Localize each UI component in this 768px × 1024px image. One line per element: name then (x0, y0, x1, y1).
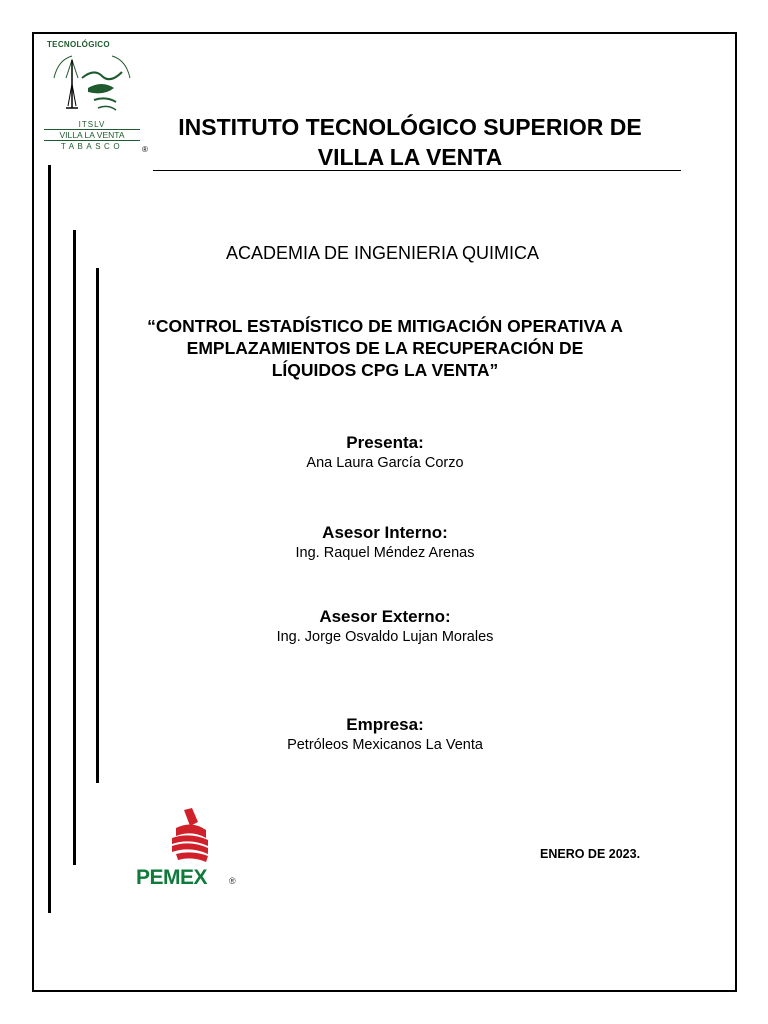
asesor-externo-value: Ing. Jorge Osvaldo Lujan Morales (276, 629, 494, 645)
empresa-value: Petróleos Mexicanos La Venta (287, 737, 483, 753)
title-line-3: LÍQUIDOS CPG LA VENTA” (271, 360, 499, 380)
asesor-interno-section (150, 523, 620, 561)
project-title (100, 315, 670, 381)
institute-name (150, 112, 670, 172)
logo-code: ITSLV (78, 120, 106, 129)
empresa-label: Empresa: (346, 715, 424, 734)
pemex-reg-mark: ® (229, 876, 236, 886)
logo-top-text: TECNOLÓGICO (47, 40, 110, 49)
pemex-logo (136, 808, 246, 890)
logo-state: TABASCO (60, 142, 124, 151)
title-line-1: “CONTROL ESTADÍSTICO DE MITIGACIÓN OPERATIVA A (147, 316, 623, 336)
decor-line-inner (96, 268, 99, 783)
asesor-externo-label: Asesor Externo: (319, 607, 451, 626)
document-date: ENERO DE 2023. (540, 847, 641, 861)
itslv-seal-icon (44, 48, 144, 120)
presenta-value: Ana Laura García Corzo (306, 455, 464, 471)
institute-line-1: INSTITUTO TECNOLÓGICO SUPERIOR DE (178, 114, 642, 140)
itslv-logo (44, 38, 146, 156)
logo-reg-mark: ® (142, 145, 148, 154)
title-line-2: EMPLAZAMIENTOS DE LA RECUPERACIÓN DE (186, 338, 584, 358)
pemex-wordmark: PEMEX (136, 866, 208, 889)
decor-line-middle (73, 230, 76, 865)
pemex-eagle-icon (162, 808, 222, 866)
logo-place: VILLA LA VENTA (44, 129, 140, 141)
asesor-interno-value: Ing. Raquel Méndez Arenas (295, 545, 475, 561)
asesor-interno-label: Asesor Interno: (322, 523, 448, 542)
empresa-section (150, 715, 620, 753)
asesor-externo-section (150, 607, 620, 645)
presenta-label: Presenta: (346, 433, 424, 452)
decor-line-left (48, 165, 51, 913)
academy-name: ACADEMIA DE INGENIERIA QUIMICA (225, 243, 540, 263)
presenta-section (150, 433, 620, 471)
institute-line-2: VILLA LA VENTA (317, 144, 503, 170)
header-underline (153, 170, 681, 171)
